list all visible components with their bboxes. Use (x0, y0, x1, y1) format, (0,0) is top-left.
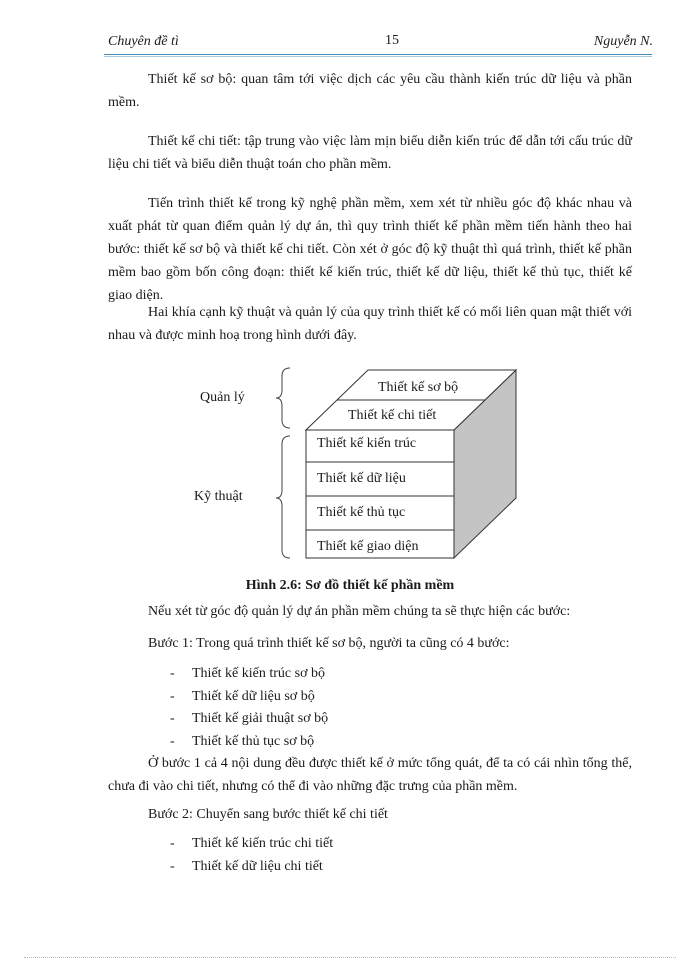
list-dash: - (170, 734, 175, 749)
design-diagram (190, 362, 530, 567)
header-author: Nguyễn N. (593, 34, 653, 49)
header-title: Chuyên đề tì (108, 34, 179, 49)
page-number: 15 (385, 33, 399, 48)
list-item-text: Thiết kế thủ tục sơ bộ (192, 734, 315, 749)
paragraph-design-process: Tiến trình thiết kế trong kỹ nghệ phần mềm, xem xét từ nhiều góc độ khác nhau và xuất phát từ quan điểm quản lý dự án, thì quy trình thiết kế phần mềm tiến hành theo hai bước: thiết kế sơ bộ và thiết kế chi tiết. Còn xét ở góc độ kỹ thuật thì quá trình, thiết kế phần mềm bao gồm bốn công đoạn: thiết kế kiến trúc, thiết kế dữ liệu, thiết kế thủ tục, thiết kế giao diện. (108, 196, 632, 303)
header-divider-secondary (104, 56, 652, 57)
header-divider (104, 54, 652, 55)
label-management: Quản lý (200, 390, 245, 405)
paragraph-preliminary-design: Thiết kế sơ bộ: quan tâm tới việc dịch các yêu cầu thành kiến trúc dữ liệu và phần mềm. (108, 72, 632, 110)
page-bottom-border (24, 957, 676, 958)
project-management-intro: Nếu xét từ góc độ quản lý dự án phần mềm chúng ta sẽ thực hiện các bước: (148, 604, 571, 619)
list-dash: - (170, 666, 175, 681)
paragraph-two-aspects: Hai khía cạnh kỹ thuật và quản lý của quy trình thiết kế có mối liên quan mật thiết với nhau và được minh hoạ trong hình dưới đây. (108, 305, 632, 343)
list-dash: - (170, 689, 175, 704)
layer-architecture-design: Thiết kế kiến trúc (317, 436, 417, 451)
step-1-heading: Bước 1: Trong quá trình thiết kế sơ bộ, người ta cũng có 4 bước: (148, 636, 510, 651)
technical-brace (276, 436, 290, 558)
list-item-text: Thiết kế giải thuật sơ bộ (192, 711, 329, 726)
list-item-text: Thiết kế kiến trúc chi tiết (192, 836, 334, 851)
layer-procedure-design: Thiết kế thủ tục (317, 505, 406, 520)
paragraph-detailed-design: Thiết kế chi tiết: tập trung vào việc làm mịn biểu diễn kiến trúc để dẫn tới cấu trúc dữ liệu chi tiết và biểu diễn thuật toán cho phần mềm. (108, 134, 632, 172)
figure-caption: Hình 2.6: Sơ đồ thiết kế phần mềm (245, 578, 455, 593)
list-dash: - (170, 711, 175, 726)
layer-data-design: Thiết kế dữ liệu (317, 471, 406, 486)
layer-interface-design: Thiết kế giao diện (317, 539, 419, 554)
step-2-heading: Bước 2: Chuyển sang bước thiết kế chi tiết (148, 807, 388, 822)
list-item-text: Thiết kế dữ liệu chi tiết (192, 859, 323, 874)
step-1-note: Ở bước 1 cả 4 nội dung đều được thiết kế ở mức tổng quát, để ta có cái nhìn tổng thể, chưa đi vào chi tiết, nhưng có thể đi vào những đặc trưng của phần mềm. (108, 756, 632, 794)
management-brace (276, 368, 290, 428)
layer-detailed-design: Thiết kế chi tiết (348, 408, 437, 423)
layer-preliminary-design: Thiết kế sơ bộ (378, 380, 459, 395)
list-item-text: Thiết kế kiến trúc sơ bộ (192, 666, 325, 681)
label-technical: Kỹ thuật (194, 489, 243, 504)
list-dash: - (170, 836, 175, 851)
page-header (108, 30, 653, 52)
list-item-text: Thiết kế dữ liệu sơ bộ (192, 689, 315, 704)
list-dash: - (170, 859, 175, 874)
